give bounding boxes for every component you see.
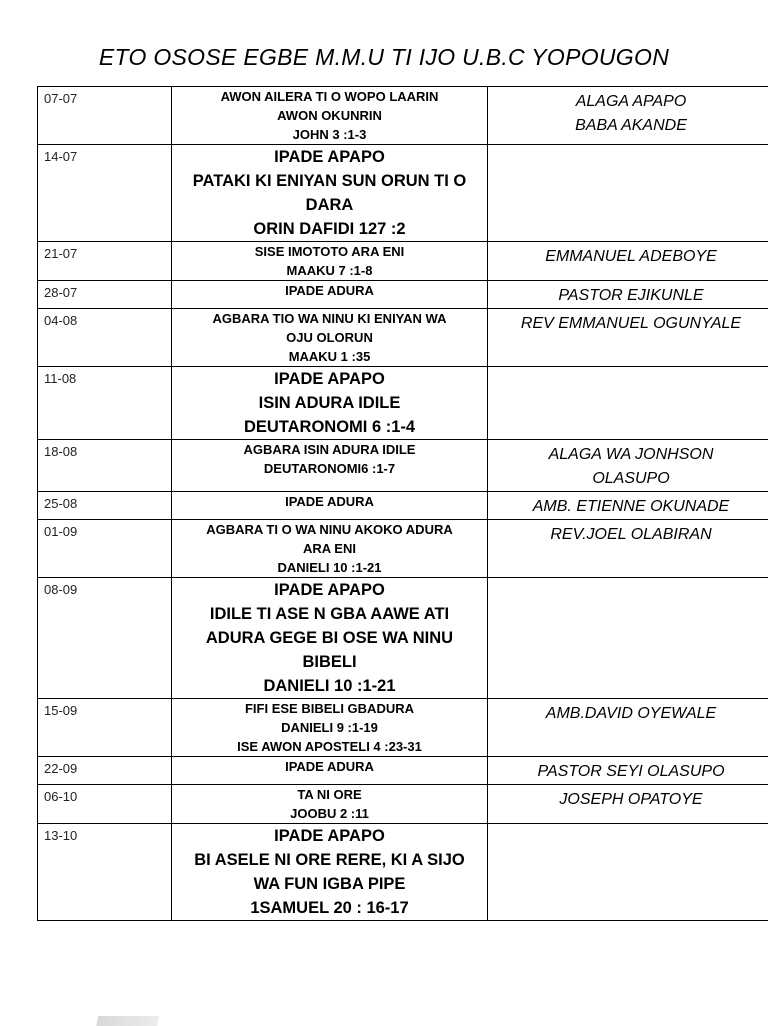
- date-cell: 07-07: [38, 87, 172, 145]
- date-cell: 01-09: [38, 520, 172, 578]
- leader-line: REV EMMANUEL OGUNYALE: [488, 312, 768, 336]
- table-row: [38, 757, 768, 785]
- leader-cell: [488, 87, 768, 145]
- topic-cell: [172, 785, 488, 824]
- table-row: [38, 281, 768, 309]
- topic-line: AWON AILERA TI O WOPO LAARIN: [172, 87, 487, 106]
- topic-cell: [172, 578, 488, 699]
- topic-line: IPADE ADURA: [172, 492, 487, 511]
- leader-cell: [488, 367, 768, 440]
- topic-line: SISE IMOTOTO ARA ENI: [172, 242, 487, 261]
- topic-line: IPADE APAPO: [172, 367, 487, 391]
- topic-cell: [172, 757, 488, 785]
- topic-cell: [172, 440, 488, 492]
- corner-decoration: [88, 1016, 168, 1026]
- date-cell: 22-09: [38, 757, 172, 785]
- topic-line: IPADE APAPO: [172, 824, 487, 848]
- topic-line: AGBARA ISIN ADURA IDILE: [172, 440, 487, 459]
- topic-line: IDILE TI ASE N GBA AAWE ATI: [172, 602, 487, 626]
- topic-cell: [172, 520, 488, 578]
- table-row: [38, 440, 768, 492]
- topic-line: DANIELI 9 :1-19: [172, 718, 487, 737]
- leader-cell: [488, 281, 768, 309]
- leader-line: AMB.DAVID OYEWALE: [488, 702, 768, 726]
- date-cell: 28-07: [38, 281, 172, 309]
- topic-line: DANIELI 10 :1-21: [172, 674, 487, 698]
- table-row: [38, 145, 768, 242]
- table-row: [38, 824, 768, 921]
- topic-cell: [172, 145, 488, 242]
- topic-line: ISE AWON APOSTELI 4 :23-31: [172, 737, 487, 756]
- leader-line: EMMANUEL ADEBOYE: [488, 245, 768, 269]
- topic-line: AGBARA TI O WA NINU AKOKO ADURA: [172, 520, 487, 539]
- schedule-table: [37, 86, 768, 921]
- leader-cell: [488, 492, 768, 520]
- date-cell: 21-07: [38, 242, 172, 281]
- topic-line: OJU OLORUN: [172, 328, 487, 347]
- topic-line: ARA ENI: [172, 539, 487, 558]
- table-row: [38, 87, 768, 145]
- topic-line: MAAKU 1 :35: [172, 347, 487, 366]
- topic-line: ORIN DAFIDI 127 :2: [172, 217, 487, 241]
- leader-line: REV.JOEL OLABIRAN: [488, 523, 768, 547]
- leader-cell: [488, 440, 768, 492]
- topic-line: IPADE ADURA: [172, 281, 487, 300]
- table-row: [38, 492, 768, 520]
- table-row: [38, 785, 768, 824]
- topic-line: IPADE APAPO: [172, 145, 487, 169]
- date-cell: 06-10: [38, 785, 172, 824]
- leader-cell: [488, 578, 768, 699]
- topic-line: PATAKI KI ENIYAN SUN ORUN TI O: [172, 169, 487, 193]
- date-cell: 13-10: [38, 824, 172, 921]
- date-cell: 25-08: [38, 492, 172, 520]
- topic-line: 1SAMUEL 20 : 16-17: [172, 896, 487, 920]
- table-row: [38, 367, 768, 440]
- leader-line: JOSEPH OPATOYE: [488, 788, 768, 812]
- topic-cell: [172, 309, 488, 367]
- table-row: [38, 520, 768, 578]
- topic-line: WA FUN IGBA PIPE: [172, 872, 487, 896]
- leader-line: BABA AKANDE: [488, 114, 768, 138]
- leader-line: ALAGA APAPO: [488, 90, 768, 114]
- topic-line: JOHN 3 :1-3: [172, 125, 487, 144]
- date-cell: 04-08: [38, 309, 172, 367]
- leader-cell: [488, 824, 768, 921]
- leader-cell: [488, 699, 768, 757]
- topic-cell: [172, 242, 488, 281]
- topic-line: TA NI ORE: [172, 785, 487, 804]
- leader-line: PASTOR EJIKUNLE: [488, 284, 768, 308]
- leader-cell: [488, 785, 768, 824]
- date-cell: 15-09: [38, 699, 172, 757]
- table-row: [38, 309, 768, 367]
- topic-line: BI ASELE NI ORE RERE, KI A SIJO: [172, 848, 487, 872]
- leader-cell: [488, 242, 768, 281]
- date-cell: 11-08: [38, 367, 172, 440]
- leader-cell: [488, 145, 768, 242]
- leader-line: PASTOR SEYI OLASUPO: [488, 760, 768, 784]
- topic-line: JOOBU 2 :11: [172, 804, 487, 823]
- topic-line: ISIN ADURA IDILE: [172, 391, 487, 415]
- topic-line: IPADE APAPO: [172, 578, 487, 602]
- topic-line: MAAKU 7 :1-8: [172, 261, 487, 280]
- topic-line: DARA: [172, 193, 487, 217]
- topic-line: ADURA GEGE BI OSE WA NINU: [172, 626, 487, 650]
- topic-line: AGBARA TIO WA NINU KI ENIYAN WA: [172, 309, 487, 328]
- leader-line: OLASUPO: [488, 467, 768, 491]
- table-row: [38, 242, 768, 281]
- leader-line: ALAGA WA JONHSON: [488, 443, 768, 467]
- topic-cell: [172, 87, 488, 145]
- leader-line: AMB. ETIENNE OKUNADE: [488, 495, 768, 519]
- leader-cell: [488, 309, 768, 367]
- topic-line: IPADE ADURA: [172, 757, 487, 776]
- table-row: [38, 578, 768, 699]
- topic-cell: [172, 699, 488, 757]
- topic-cell: [172, 367, 488, 440]
- table-row: [38, 699, 768, 757]
- topic-line: DEUTARONOMI6 :1-7: [172, 459, 487, 478]
- topic-line: FIFI ESE BIBELI GBADURA: [172, 699, 487, 718]
- topic-line: AWON OKUNRIN: [172, 106, 487, 125]
- schedule-body: [38, 87, 768, 921]
- leader-cell: [488, 520, 768, 578]
- date-cell: 14-07: [38, 145, 172, 242]
- date-cell: 18-08: [38, 440, 172, 492]
- date-cell: 08-09: [38, 578, 172, 699]
- topic-cell: [172, 281, 488, 309]
- topic-line: BIBELI: [172, 650, 487, 674]
- topic-cell: [172, 824, 488, 921]
- topic-line: DEUTARONOMI 6 :1-4: [172, 415, 487, 439]
- topic-cell: [172, 492, 488, 520]
- topic-line: DANIELI 10 :1-21: [172, 558, 487, 577]
- page-title: ETO OSOSE EGBE M.M.U TI IJO U.B.C YOPOUGON: [0, 44, 768, 71]
- leader-cell: [488, 757, 768, 785]
